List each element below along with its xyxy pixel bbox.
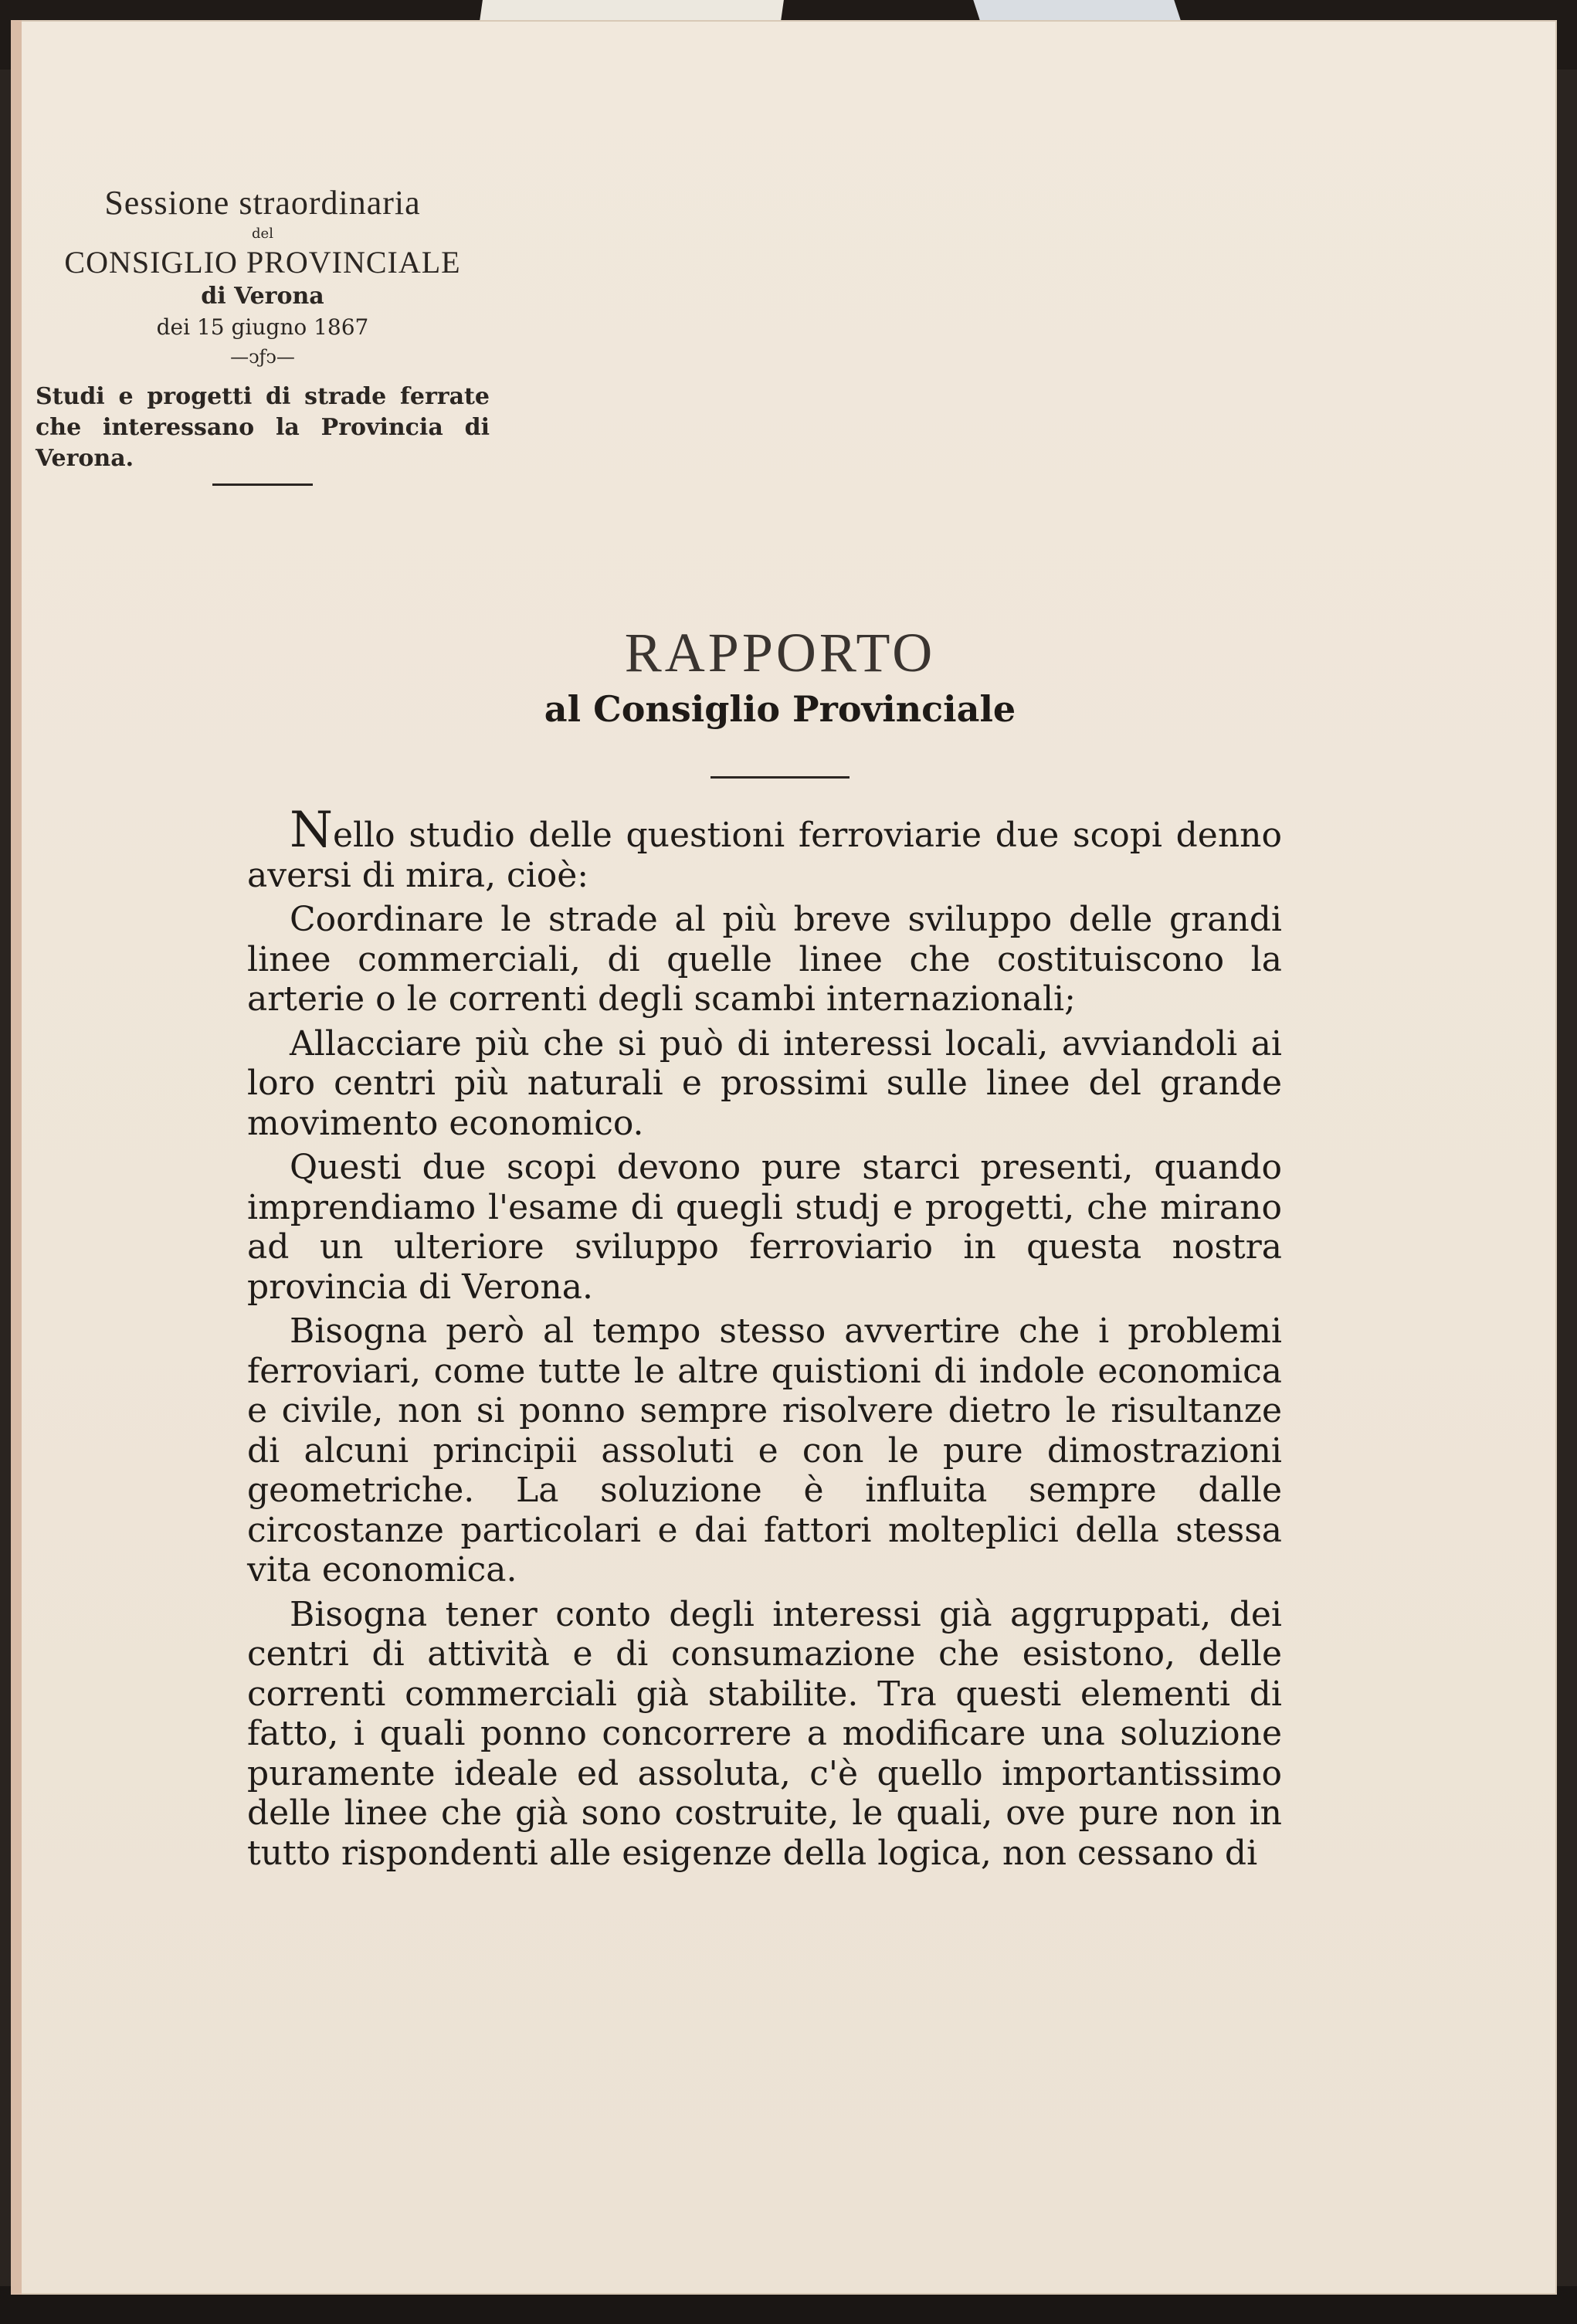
- paragraph-6: Bisogna tener conto degli interessi già aggruppati, dei centri di attività e di consumazione che esistono, delle correnti commerciali già stabilite. Tra questi elementi di fatto, i quali ponno concorrere a modificare una soluzione puramente ideale ed assoluta, c'è quello importantissimo delle linee che già sono costruite, le quali, ove pure non in tutto rispondenti alle esigenze della logica, non cessano di: [247, 1594, 1282, 1873]
- session-label: Sessione straordinaria: [104, 184, 421, 222]
- header-rule: [212, 483, 313, 486]
- title-rule: [710, 776, 850, 779]
- body-text: [247, 802, 1282, 1878]
- drop-cap: N: [290, 802, 333, 859]
- council-name: CONSIGLIO PROVINCIALE: [64, 245, 461, 280]
- ornament: —ↄƒↄ—: [230, 346, 295, 368]
- paragraph-3: Allacciare più che si può di interessi locali, avviandoli ai loro centri più naturali e prossimi sulle linee del grande movimento economico.: [247, 1023, 1282, 1143]
- paragraph-4: Questi due scopi devono pure starci presenti, quando imprendiamo l'esame di quegli studj e progetti, che mirano ad un ulteriore sviluppo ferroviario in questa nostra provincia di Verona.: [247, 1148, 1282, 1307]
- session-date: dei 15 giugno 1867: [156, 314, 369, 340]
- document-subtitle: al Consiglio Provinciale: [544, 688, 1016, 730]
- del-label: del: [252, 226, 273, 242]
- page-edge: [11, 20, 22, 2295]
- city-label: di Verona: [201, 283, 324, 310]
- paragraph-2: Coordinare le strade al più breve sviluppo delle grandi linee commerciali, di quelle linee che costituiscono la arterie o le correnti degli scambi internazionali;: [247, 900, 1282, 1019]
- margin-header: [31, 182, 494, 486]
- paragraph-1: [247, 802, 1282, 895]
- paragraph-5: Bisogna però al tempo stesso avvertire che i problemi ferroviari, come tutte le altre quistioni di indole economica e civile, non si ponno sempre risolvere dietro le risultanze di alcuni principii assoluti e con le pure dimostrazioni geometriche. La soluzione è influita sempre dalle circostanze particolari e dai fattori molteplici della stessa vita economica.: [247, 1311, 1282, 1589]
- paragraph-1-text: ello studio delle questioni ferroviarie due scopi denno aversi di mira, cioè:: [247, 816, 1282, 895]
- subject-text: Studi e progetti di strade ferrate che interessano la Provincia di Verona.: [36, 383, 490, 472]
- document-title: RAPPORTO: [624, 622, 936, 684]
